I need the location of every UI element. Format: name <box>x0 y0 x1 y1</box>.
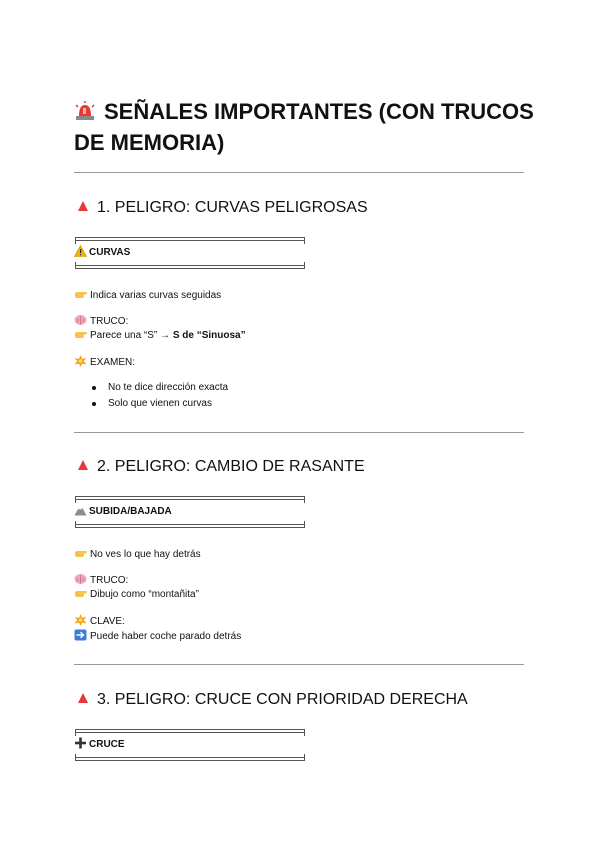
note-label: CLAVE: <box>90 616 125 627</box>
page-title <box>74 96 534 158</box>
list-item: No te dice dirección exacta <box>90 380 228 396</box>
brain-icon <box>74 573 87 585</box>
mountain-icon <box>74 504 87 516</box>
note-text: Puede haber coche parado detrás <box>90 631 242 642</box>
sign-label-text: SUBIDA/BAJADA <box>89 506 172 517</box>
plus-icon <box>74 737 87 749</box>
divider <box>74 432 524 433</box>
sign-label <box>74 245 130 260</box>
collision-icon <box>74 355 87 367</box>
sign-label-text: CURVAS <box>89 247 131 258</box>
pointing-hand-icon <box>74 587 87 599</box>
description-text: No ves lo que hay detrás <box>90 549 201 560</box>
pointing-hand-icon <box>74 328 87 340</box>
pointing-hand-icon <box>74 547 87 559</box>
description-text: Indica varias curvas seguidas <box>90 290 222 301</box>
section-heading <box>78 690 468 710</box>
section-heading <box>78 198 368 218</box>
description-line <box>74 288 221 303</box>
hint-label-line <box>74 573 128 588</box>
hint-line <box>74 587 199 602</box>
pointing-hand-icon <box>74 288 87 300</box>
description-line <box>74 547 201 562</box>
section-heading-text: 2. PELIGRO: CAMBIO DE RASANTE <box>97 458 365 475</box>
red-triangle-icon <box>78 201 88 211</box>
right-arrow-icon <box>74 629 87 641</box>
divider <box>74 172 524 173</box>
hint-label-line <box>74 314 128 329</box>
divider <box>74 664 524 665</box>
hint-label: TRUCO: <box>90 316 129 327</box>
section-heading <box>78 457 365 477</box>
hint-text: Dibujo como “montañita” <box>90 589 199 600</box>
rotating-light-icon <box>74 101 96 121</box>
bullet-list <box>90 380 228 412</box>
red-triangle-icon <box>78 693 88 703</box>
sign-box <box>74 495 306 529</box>
page-title-text: SEÑALES IMPORTANTES (CON TRUCOS DE MEMORIA) <box>74 99 534 155</box>
warning-icon <box>74 245 87 257</box>
note-label: EXAMEN: <box>90 357 136 368</box>
brain-icon <box>74 314 87 326</box>
section-heading-text: 1. PELIGRO: CURVAS PELIGROSAS <box>97 199 368 216</box>
sign-label <box>74 737 125 752</box>
sign-label-text: CRUCE <box>89 739 125 750</box>
sign-box <box>74 728 306 762</box>
note-line <box>74 629 241 644</box>
sign-box <box>74 236 306 270</box>
hint-text: Parece una “S” → <box>90 330 173 341</box>
section-heading-text: 3. PELIGRO: CRUCE CON PRIORIDAD DERECHA <box>97 691 468 708</box>
collision-icon <box>74 614 87 626</box>
note-label-line <box>74 614 125 629</box>
sign-label <box>74 504 172 519</box>
note-label-line <box>74 355 135 370</box>
list-item: Solo que vienen curvas <box>90 396 228 412</box>
hint-emphasis: S de “Sinuosa” <box>172 330 246 341</box>
hint-line <box>74 328 246 343</box>
red-triangle-icon <box>78 460 88 470</box>
hint-label: TRUCO: <box>90 575 129 586</box>
